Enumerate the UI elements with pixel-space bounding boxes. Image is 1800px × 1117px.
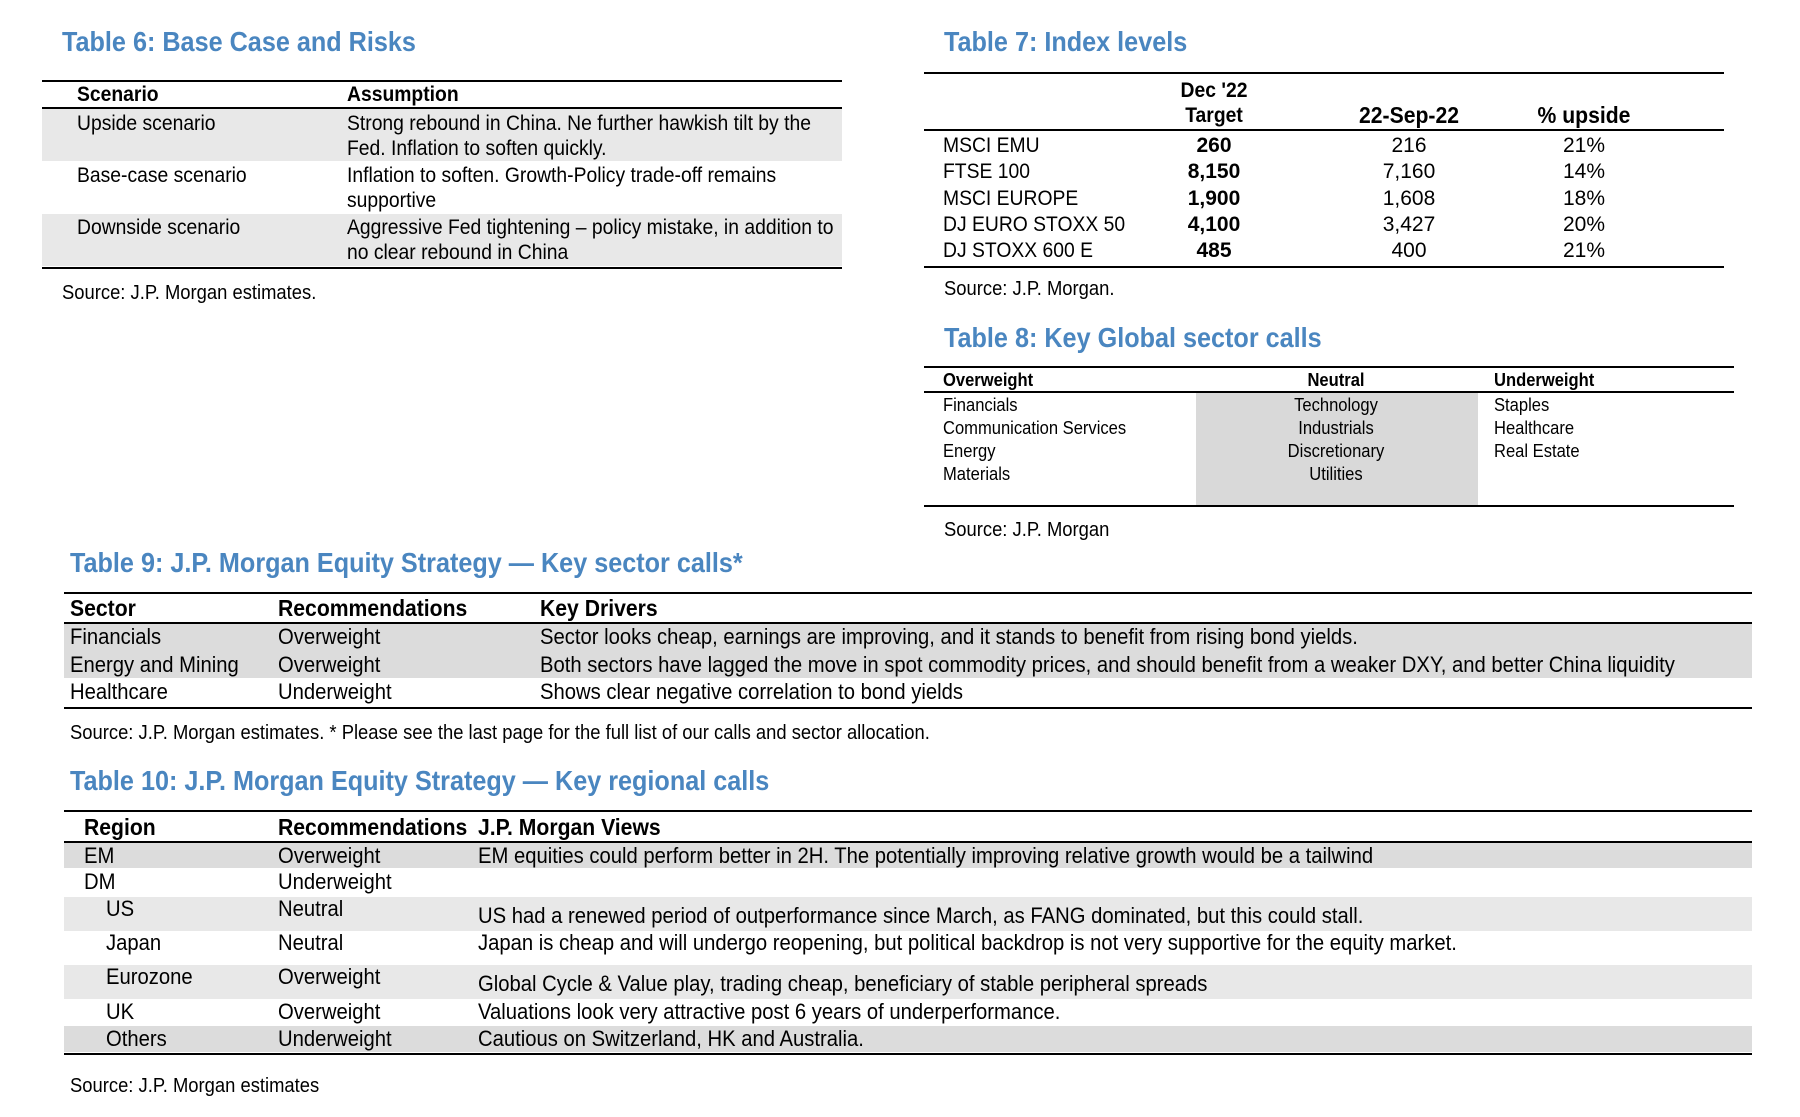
table-6-row-assumption-line2: Fed. Inflation to soften quickly. [347, 137, 607, 160]
table-7-title: Table 7: Index levels [944, 26, 1188, 57]
table-10-row-region: Others [106, 1026, 167, 1051]
table-7-row-target: 4,100 [1187, 213, 1241, 236]
table-8-header-underweight: Underweight [1494, 370, 1595, 390]
table-9-row-sector: Energy and Mining [70, 652, 239, 677]
table-6-row-assumption-line1: Strong rebound in China. Ne further hawkish tilt by the [347, 112, 811, 135]
table-6 [42, 78, 842, 274]
table-7-row-upside: 14% [1562, 160, 1606, 183]
table-8-source: Source: J.P. Morgan [944, 519, 1110, 541]
table-6-header-assumption: Assumption [347, 83, 459, 106]
table-8-overweight-item: Financials [943, 395, 1018, 415]
table-9-row-driver: Both sectors have lagged the move in spot commodity prices, and should benefit from a weaker DXY, and better China liquidity [540, 652, 1675, 677]
table-10-source: Source: J.P. Morgan estimates [70, 1075, 320, 1097]
table-7-row-target: 485 [1196, 239, 1232, 262]
table-9-row-sector: Healthcare [70, 679, 168, 704]
table-10-row-region: US [106, 896, 135, 921]
table-10-top-rule [64, 810, 1752, 812]
table-9-header-recommendations: Recommendations [278, 595, 468, 621]
table-7-row-upside: 21% [1562, 239, 1606, 262]
table-10-row-rec: Overweight [278, 999, 381, 1024]
table-10-row-rec: Neutral [278, 896, 344, 921]
table-7-row-name: MSCI EUROPE [943, 187, 1079, 210]
table-6-row-assumption-line2: supportive [347, 189, 437, 212]
table-6-row-assumption-line1: Aggressive Fed tightening – policy mistake, in addition to [347, 216, 834, 239]
table-7-header-target-line1: Dec '22 [1180, 79, 1248, 102]
table-8-header-neutral: Neutral [1307, 370, 1365, 390]
table-10-row-view: US had a renewed period of outperformance since March, as FANG dominated, but this could stall. [478, 903, 1364, 928]
table-10-row-view: Cautious on Switzerland, HK and Australia. [478, 1026, 864, 1051]
table-7-row-level: 3,427 [1382, 213, 1436, 236]
table-7-row-level: 400 [1391, 239, 1427, 262]
table-10-row-rec: Underweight [278, 1026, 392, 1051]
table-7-row-upside: 18% [1562, 187, 1606, 210]
table-9-row-rec: Underweight [278, 679, 392, 704]
table-10-row-region: UK [106, 999, 135, 1024]
table-10-row-region: Eurozone [106, 964, 193, 989]
table-6-bottom-rule [42, 267, 842, 269]
table-10-row-region: Japan [106, 930, 162, 955]
table-7-row-level: 7,160 [1382, 160, 1436, 183]
table-10-row-rec: Overweight [278, 843, 381, 868]
table-7-source: Source: J.P. Morgan. [944, 278, 1115, 300]
table-7-row-target: 1,900 [1187, 187, 1241, 210]
table-10-header-region: Region [84, 814, 156, 840]
table-10-header-views: J.P. Morgan Views [478, 814, 661, 840]
table-7-top-rule [924, 72, 1724, 74]
table-7-header-date: 22-Sep-22 [1359, 102, 1459, 128]
table-10 [64, 810, 1752, 1066]
table-9-row-rec: Overweight [278, 624, 381, 649]
table-10-row-rec: Underweight [278, 869, 392, 894]
table-7-header-rule [924, 129, 1724, 131]
table-7-row-name: FTSE 100 [943, 160, 1030, 183]
table-9-bottom-rule [64, 707, 1752, 709]
table-9-row-rec: Overweight [278, 652, 381, 677]
table-7-row-upside: 21% [1562, 134, 1606, 157]
table-10-row-view: Valuations look very attractive post 6 years of underperformance. [478, 999, 1061, 1024]
table-7 [924, 72, 1724, 272]
table-10-title: Table 10: J.P. Morgan Equity Strategy — Key regional calls [70, 765, 770, 796]
table-10-header-recommendations: Recommendations [278, 814, 468, 840]
table-9-title: Table 9: J.P. Morgan Equity Strategy — Key sector calls* [70, 547, 743, 578]
table-8-title: Table 8: Key Global sector calls [944, 322, 1322, 353]
table-9-row-sector: Financials [70, 624, 162, 649]
table-7-row-target: 260 [1196, 134, 1232, 157]
table-10-row-view: Global Cycle & Value play, trading cheap, beneficiary of stable peripheral spreads [478, 971, 1208, 996]
table-9-header-sector: Sector [70, 595, 136, 621]
table-7-row-level: 216 [1391, 134, 1427, 157]
table-8-top-rule [924, 366, 1734, 368]
table-8-neutral-item: Discretionary [1287, 441, 1385, 461]
table-8-neutral-item: Utilities [1309, 464, 1363, 484]
table-8-underweight-item: Staples [1494, 395, 1550, 415]
table-8-underweight-item: Healthcare [1494, 418, 1575, 438]
table-7-bottom-rule [924, 266, 1724, 268]
table-9-header-key-drivers: Key Drivers [540, 595, 658, 621]
table-10-row-region: EM [84, 843, 115, 868]
table-6-title: Table 6: Base Case and Risks [62, 26, 416, 57]
table-9-row-driver: Shows clear negative correlation to bond yields [540, 679, 964, 704]
table-6-row-scenario: Upside scenario [77, 112, 216, 135]
table-8-overweight-item: Materials [943, 464, 1011, 484]
table-10-row-region: DM [84, 869, 116, 894]
table-8-underweight-item: Real Estate [1494, 441, 1580, 461]
table-9-row-driver: Sector looks cheap, earnings are improving, and it stands to benefit from rising bond yields. [540, 624, 1358, 649]
table-7-row-name: DJ STOXX 600 E [943, 239, 1093, 262]
table-6-header-scenario: Scenario [77, 83, 159, 106]
table-8-header-overweight: Overweight [943, 370, 1034, 390]
table-7-row-target: 8,150 [1187, 160, 1241, 183]
table-8 [924, 366, 1734, 508]
table-9 [64, 592, 1752, 710]
table-10-bottom-rule [64, 1053, 1752, 1055]
table-8-overweight-item: Communication Services [943, 418, 1127, 438]
table-7-header-target-line2: Target [1185, 104, 1243, 127]
table-7-row-upside: 20% [1562, 213, 1606, 236]
table-8-bottom-rule [924, 505, 1734, 507]
table-10-row-view: EM equities could perform better in 2H. The potentially improving relative growth would be a tailwind [478, 843, 1374, 868]
table-10-row-rec: Neutral [278, 930, 344, 955]
table-9-top-rule [64, 592, 1752, 594]
table-6-source: Source: J.P. Morgan estimates. [62, 282, 317, 304]
table-7-row-name: DJ EURO STOXX 50 [943, 213, 1126, 236]
table-8-neutral-item: Technology [1294, 395, 1378, 415]
table-7-header-upside: % upside [1537, 102, 1631, 128]
table-9-source: Source: J.P. Morgan estimates. * Please see the last page for the full list of our calls and sector allocation. [70, 722, 930, 744]
table-8-neutral-item: Industrials [1298, 418, 1374, 438]
table-10-row-rec: Overweight [278, 964, 381, 989]
table-6-row-assumption-line2: no clear rebound in China [347, 241, 569, 264]
table-6-row-assumption-line1: Inflation to soften. Growth-Policy trade-off remains [347, 164, 777, 187]
table-10-row-view: Japan is cheap and will undergo reopening, but political backdrop is not very supportive for the equity market. [478, 930, 1457, 955]
table-7-row-name: MSCI EMU [943, 134, 1040, 157]
table-6-row-scenario: Downside scenario [77, 216, 241, 239]
table-8-overweight-item: Energy [943, 441, 996, 461]
table-6-row-scenario: Base-case scenario [77, 164, 247, 187]
table-7-row-level: 1,608 [1382, 187, 1436, 210]
